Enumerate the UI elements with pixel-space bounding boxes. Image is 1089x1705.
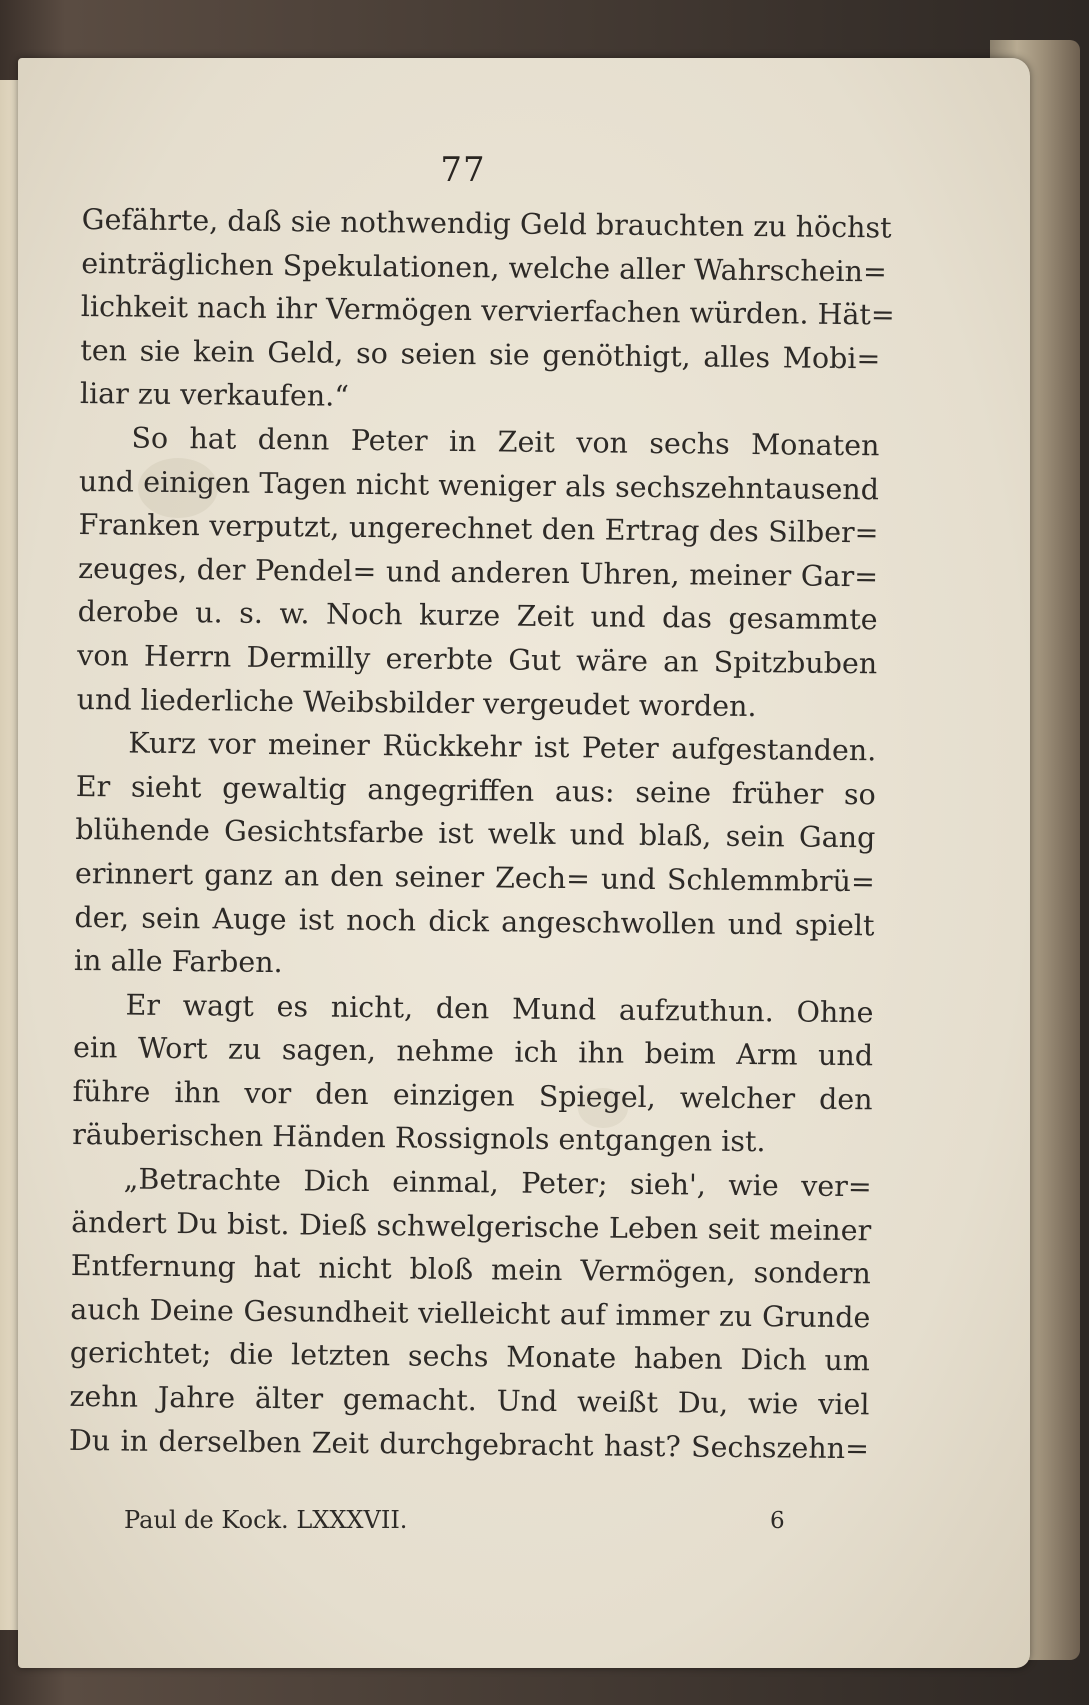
text-line: blühende Gesichtsfarbe ist welk und blaß, sein Gang (75, 813, 876, 855)
text-line: Entfernung hat nicht bloß mein Vermögen, sondern (70, 1249, 871, 1291)
text-line: in alle Farben. (73, 944, 283, 980)
text-line: gerichtet; die letzten sechs Monate haben Dich um (69, 1336, 871, 1378)
text-line: liar zu verkaufen.“ (79, 377, 350, 414)
printer-signature: Paul de Kock. LXXXVII. (124, 1506, 408, 1534)
page-footer (124, 1506, 804, 1546)
text-line: führe ihn vor den einzigen Spiegel, welcher den (72, 1074, 873, 1117)
text-line: ein Wort zu sagen, nehme ich ihn beim Arm und (72, 1031, 874, 1073)
text-line: Kurz vor meiner Rückkehr ist Peter aufgestanden. (128, 726, 877, 768)
text-line: Gefährte, daß sie nothwendig Geld brauchten zu höchst (81, 202, 892, 245)
text-line: „Betrachte Dich einmal, Peter; sieh', wie ver= (123, 1162, 872, 1204)
text-line: räuberischen Händen Rossignols entgangen ist. (72, 1118, 766, 1159)
text-line: und einigen Tagen nicht weniger als sechszehntausend (78, 464, 880, 506)
text-line: ändert Du bist. Dieß schwelgerische Leben seit meiner (71, 1205, 872, 1247)
book-page (18, 58, 1030, 1668)
text-line: lichkeit nach ihr Vermögen vervierfachen würden. Hät= (80, 290, 895, 332)
text-line: So hat denn Peter in Zeit von sechs Monaten (131, 421, 880, 463)
text-line: einträglichen Spekulationen, welche aller Wahrschein= (81, 246, 888, 289)
text-line: derobe u. s. w. Noch kurze Zeit und das gesammte (77, 595, 878, 637)
text-line: auch Deine Gesundheit vielleicht auf immer zu Grunde (70, 1292, 871, 1335)
text-line: zehn Jahre älter gemacht. Und weißt Du, wie viel (69, 1379, 870, 1422)
text-line: von Herrn Dermilly ererbte Gut wäre an Spitzbuben (77, 638, 878, 681)
sheet-number: 6 (770, 1508, 785, 1534)
text-line: Er sieht gewaltig angegriffen aus: seine früher so (75, 769, 876, 812)
text-line: und liederliche Weibsbilder vergeudet worden. (76, 682, 757, 723)
text-line: der, sein Auge ist noch dick angeschwollen und spielt (74, 900, 875, 942)
text-line: zeuges, der Pendel= und anderen Uhren, meiner Gar= (77, 551, 879, 594)
page-number: 77 (440, 150, 486, 190)
text-line: Du in derselben Zeit durchgebracht hast? Sechszehn= (68, 1423, 870, 1465)
text-line: Franken verputzt, ungerechnet den Ertrag des Silber= (78, 508, 879, 550)
text-line: ten sie kein Geld, so seien sie genöthigt, alles Mobi= (80, 333, 881, 376)
text-line: erinnert ganz an den seiner Zech= und Schlemmbrü= (74, 856, 876, 899)
text-line: Er wagt es nicht, den Mund aufzuthun. Ohne (125, 988, 874, 1030)
body-text (68, 198, 895, 1471)
